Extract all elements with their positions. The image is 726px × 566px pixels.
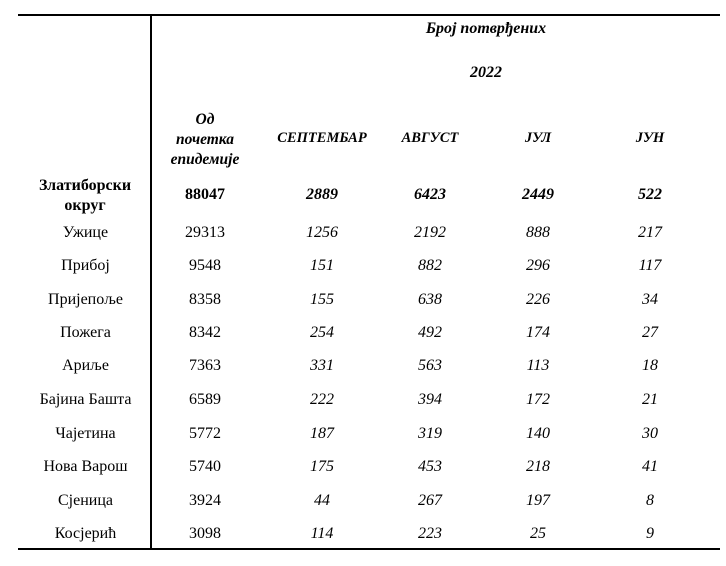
cell-jul: 25	[530, 525, 546, 542]
cell-total: 3924	[189, 492, 221, 509]
col-header-august: АВГУСТ	[401, 130, 459, 146]
cell-total: 9548	[189, 257, 221, 274]
col-header-july: ЈУЛ	[524, 130, 552, 146]
cell-sep: 331	[310, 357, 334, 374]
cell-jun: 8	[646, 492, 654, 509]
cell-total: 8358	[189, 291, 221, 308]
cell-sep: 1256	[306, 224, 338, 241]
municipality-name: Пријепоље	[48, 291, 123, 308]
cell-jul: 296	[526, 257, 550, 274]
cell-total: 3098	[189, 525, 221, 542]
cell-total: 5740	[189, 458, 221, 475]
cell-total: 8342	[189, 324, 221, 341]
col-header-june: ЈУН	[635, 130, 665, 146]
cell-sep: 254	[310, 324, 334, 341]
cell-jul: 226	[526, 291, 550, 308]
municipality-name: Ужице	[62, 224, 109, 241]
cell-jun: 30	[642, 425, 658, 442]
cell-jul: 113	[526, 357, 550, 374]
cell-jul: 197	[526, 492, 550, 509]
district-sep: 2889	[306, 186, 338, 203]
col-header-september: СЕПТЕМБАР	[277, 130, 367, 146]
cell-sep: 187	[310, 425, 334, 442]
row-district-name	[18, 176, 152, 216]
cell-sep: 222	[310, 391, 334, 408]
cell-sep: 44	[314, 492, 330, 509]
district-aug: 6423	[414, 186, 446, 203]
district-total: 88047	[185, 186, 225, 203]
cell-jun: 9	[646, 525, 654, 542]
district-name-line2: округ	[64, 197, 106, 214]
cell-total: 29313	[185, 224, 225, 241]
cell-jun: 217	[638, 224, 662, 241]
cell-sep: 175	[310, 458, 334, 475]
cell-total: 7363	[189, 357, 221, 374]
district-name-line1: Златиборски	[38, 177, 132, 194]
cell-jun: 41	[642, 458, 658, 475]
municipality-name: Чајетина	[55, 425, 116, 442]
cell-jul: 218	[526, 458, 550, 475]
cell-jul: 888	[526, 224, 550, 241]
municipality-name: Бајина Башта	[39, 391, 132, 408]
cell-jun: 27	[642, 324, 658, 341]
bottom-border	[18, 548, 720, 550]
district-jul: 2449	[522, 186, 554, 203]
cell-aug: 453	[418, 458, 442, 475]
district-jun: 522	[638, 186, 662, 203]
cell-aug: 223	[418, 525, 442, 542]
cell-sep: 155	[310, 291, 334, 308]
cell-jul: 174	[526, 324, 550, 341]
cell-aug: 267	[418, 492, 442, 509]
col-header-since-line3: епидемије	[170, 151, 240, 168]
col-header-since-start	[160, 110, 250, 170]
municipality-name: Косјерић	[54, 525, 117, 542]
cell-sep: 114	[310, 525, 334, 542]
cell-total: 6589	[189, 391, 221, 408]
cell-sep: 151	[310, 257, 334, 274]
cell-jun: 21	[642, 391, 658, 408]
cell-aug: 319	[418, 425, 442, 442]
municipality-name: Прибој	[61, 257, 110, 274]
col-header-since-line2: почетка	[175, 131, 235, 148]
cell-jul: 172	[526, 391, 550, 408]
cell-aug: 882	[418, 257, 442, 274]
cell-jul: 140	[526, 425, 550, 442]
cell-jun: 117	[638, 257, 662, 274]
cell-total: 5772	[189, 425, 221, 442]
cell-aug: 394	[418, 391, 442, 408]
col-header-since-line1: Од	[195, 111, 215, 128]
header-year: 2022	[470, 64, 502, 81]
cell-aug: 2192	[414, 224, 446, 241]
cell-aug: 638	[418, 291, 442, 308]
header-title: Број потврђених	[425, 20, 547, 37]
cell-jun: 34	[642, 291, 658, 308]
municipality-name: Ариље	[62, 357, 109, 374]
municipality-name: Нова Варош	[43, 458, 128, 475]
cell-aug: 563	[418, 357, 442, 374]
cell-jun: 18	[642, 357, 658, 374]
municipality-name: Сјеница	[57, 492, 113, 509]
municipality-name: Пожега	[60, 324, 111, 341]
cell-aug: 492	[418, 324, 442, 341]
top-border	[18, 14, 720, 16]
